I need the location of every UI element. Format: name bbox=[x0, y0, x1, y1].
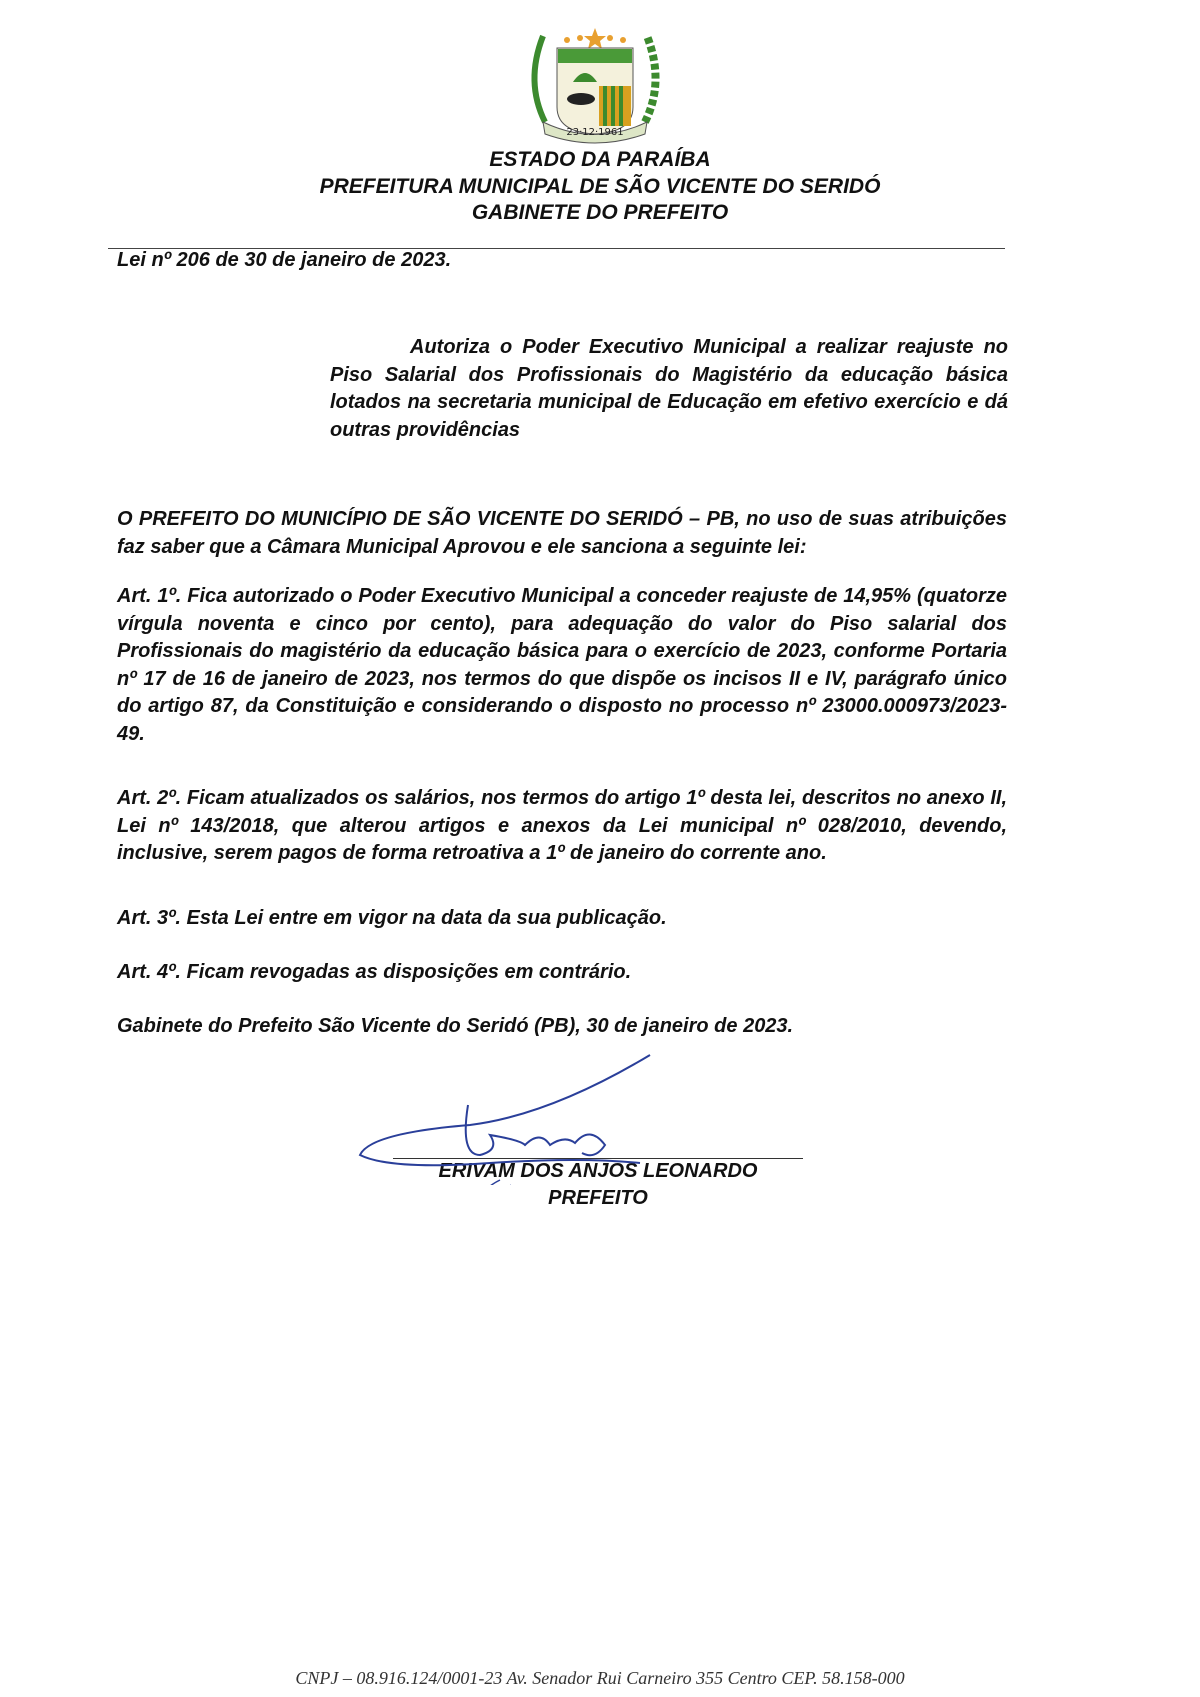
crest-date: 23·12·1961 bbox=[566, 127, 624, 138]
preamble: O PREFEITO DO MUNICÍPIO DE SÃO VICENTE DO SERIDÓ – PB, no uso de suas atribuições faz saber que a Câmara Municipal Aprovou e ele sanciona a seguinte lei: bbox=[117, 508, 1007, 558]
header-municipality: PREFEITURA MUNICIPAL DE SÃO VICENTE DO SERIDÓ bbox=[319, 175, 881, 198]
law-title: Lei nº 206 de 30 de janeiro de 2023. bbox=[117, 249, 452, 271]
article-1: Art. 1º. Fica autorizado o Poder Executivo Municipal a conceder reajuste de 14,95% (quatorze vírgula noventa e cinco por cento), para adequação do valor do Piso salarial dos Profissionais do magistério da educação básica para o exercício de 2023, conforme Portaria nº 17 de 16 de janeiro de 2023, nos termos do que dispõe os incisos II e IV, parágrafo único do artigo 87, da Constituição e considerando o disposto no processo nº 23000.000973/2023-49. bbox=[117, 585, 1007, 745]
law-summary: Autoriza o Poder Executivo Municipal a realizar reajuste no Piso Salarial dos Profissionais do Magistério da educação básica lotados na secretaria municipal de Educação em efetivo exercício e dá outras providências bbox=[330, 336, 1008, 441]
header-office: GABINETE DO PREFEITO bbox=[471, 201, 729, 224]
signatory-name: ERIVAM DOS ANJOS LEONARDO bbox=[438, 1160, 758, 1182]
header-state: ESTADO DA PARAÍBA bbox=[489, 148, 711, 171]
article-2: Art. 2º. Ficam atualizados os salários, nos termos do artigo 1º desta lei, descritos no anexo II, Lei nº 143/2018, que alterou artigos e anexos da Lei municipal nº 028/2010, devendo, inclusive, serem pagos de forma retroativa a 1º de janeiro do corrente ano. bbox=[117, 787, 1007, 864]
handwritten-signature bbox=[350, 1045, 670, 1185]
closing-place-date: Gabinete do Prefeito São Vicente do Seridó (PB), 30 de janeiro de 2023. bbox=[117, 1015, 794, 1037]
article-4: Art. 4º. Ficam revogadas as disposições em contrário. bbox=[117, 961, 632, 983]
municipal-coat-of-arms bbox=[505, 22, 685, 152]
signatory-role: PREFEITO bbox=[548, 1187, 648, 1209]
footer-address: CNPJ – 08.916.124/0001-23 Av. Senador Rui Carneiro 355 Centro CEP. 58.158-000 bbox=[295, 1668, 905, 1688]
article-3: Art. 3º. Esta Lei entre em vigor na data da sua publicação. bbox=[117, 907, 667, 929]
